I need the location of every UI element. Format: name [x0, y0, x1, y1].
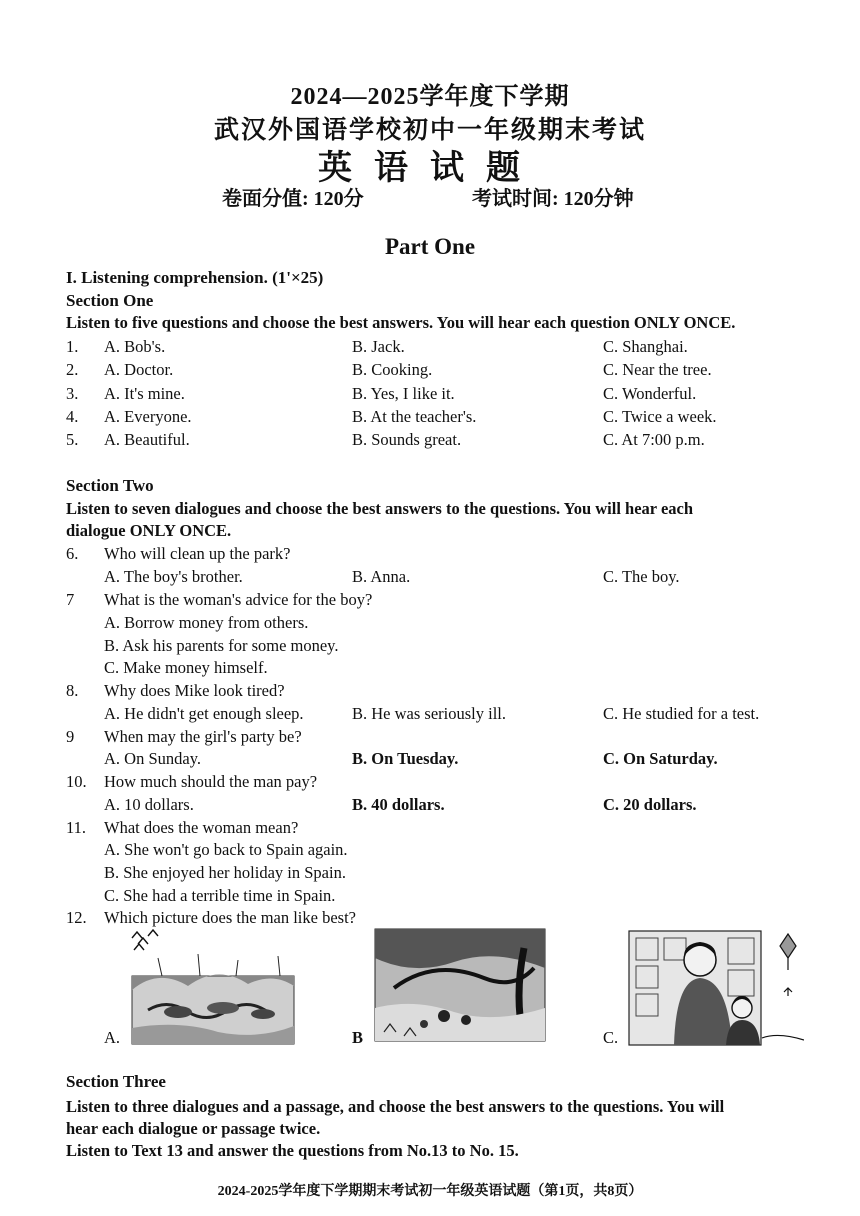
question-text: Which picture does the man like best?: [104, 908, 356, 927]
option-c: C. At 7:00 p.m.: [603, 430, 705, 449]
option-c: C. Shanghai.: [603, 337, 688, 356]
option-b: B. He was seriously ill.: [352, 704, 506, 723]
section-one-instruction: Listen to five questions and choose the best answers. You will hear each question ONLY ONCE.: [66, 313, 736, 332]
option-a: A. It's mine.: [104, 384, 185, 403]
option-c: C. Twice a week.: [603, 407, 717, 426]
picture-c-label: C.: [603, 1028, 619, 1047]
option-b: B. At the teacher's.: [352, 407, 477, 426]
question-number: 4.: [66, 407, 79, 426]
option-c: C. The boy.: [603, 567, 680, 586]
section-three-instruction-cont: hear each dialogue or passage twice.: [66, 1119, 321, 1138]
question-text: What does the woman mean?: [104, 818, 299, 837]
question-number: 7: [66, 590, 75, 609]
question-number: 5.: [66, 430, 79, 449]
option-c: C. Near the tree.: [603, 360, 712, 379]
option-a: A. Borrow money from others.: [104, 613, 309, 632]
option-a: A. Doctor.: [104, 360, 174, 379]
question-text: How much should the man pay?: [104, 772, 318, 791]
question-text: Who will clean up the park?: [104, 544, 291, 563]
option-b: B. Yes, I like it.: [352, 384, 455, 403]
exam-school-title: 武汉外国语学校初中一年级期末考试: [213, 117, 646, 144]
part-title: Part One: [384, 234, 476, 259]
question-text: What is the woman's advice for the boy?: [104, 590, 373, 609]
option-b: B. Sounds great.: [352, 430, 462, 449]
option-c: C. Make money himself.: [104, 658, 268, 677]
option-b: B. She enjoyed her holiday in Spain.: [104, 863, 346, 882]
score-label: 卷面分值: 120分: [222, 188, 364, 210]
picture-b: [374, 928, 546, 1047]
option-b: B. 40 dollars.: [352, 795, 445, 814]
exam-subject-title: 英语试题: [318, 150, 542, 187]
option-c: C. He studied for a test.: [603, 704, 760, 723]
question-number: 9: [66, 727, 75, 746]
option-a: A. On Sunday.: [104, 749, 202, 768]
option-a: A. Everyone.: [104, 407, 192, 426]
option-c: C. She had a terrible time in Spain.: [104, 886, 336, 905]
question-text: Why does Mike look tired?: [104, 681, 285, 700]
question-number: 10.: [66, 772, 87, 791]
option-b: B. Ask his parents for some money.: [104, 636, 339, 655]
option-a: A. The boy's brother.: [104, 567, 243, 586]
section-three-instruction: Listen to three dialogues and a passage, and choose the best answers to the questions. You will: [66, 1097, 725, 1116]
option-a: A. He didn't get enough sleep.: [104, 704, 304, 723]
option-a: A. She won't go back to Spain again.: [104, 840, 348, 859]
listening-heading: I. Listening comprehension. (1'×25): [66, 268, 324, 287]
option-b: B. Jack.: [352, 337, 405, 356]
section-two-instruction: Listen to seven dialogues and choose the best answers to the questions. You will hear each: [66, 499, 694, 518]
option-c: C. Wonderful.: [603, 384, 697, 403]
picture-a: [128, 928, 298, 1053]
section-three-heading: Section Three: [66, 1072, 166, 1091]
time-label: 考试时间: 120分钟: [472, 188, 634, 210]
picture-b-label: B: [352, 1028, 364, 1047]
option-b: B. Anna.: [352, 567, 411, 586]
question-number: 6.: [66, 544, 79, 563]
option-c: C. 20 dollars.: [603, 795, 697, 814]
option-a: A. Beautiful.: [104, 430, 190, 449]
exam-year-term: 2024—2025学年度下学期: [290, 84, 570, 110]
section-two-instruction-cont: dialogue ONLY ONCE.: [66, 521, 232, 540]
question-number: 2.: [66, 360, 79, 379]
option-a: A. 10 dollars.: [104, 795, 194, 814]
option-c: C. On Saturday.: [603, 749, 718, 768]
option-b: B. On Tuesday.: [352, 749, 459, 768]
text13-instruction: Listen to Text 13 and answer the questions from No.13 to No. 15.: [66, 1141, 519, 1160]
question-number: 3.: [66, 384, 79, 403]
question-number: 12.: [66, 908, 87, 927]
option-a: A. Bob's.: [104, 337, 166, 356]
question-number: 1.: [66, 337, 79, 356]
question-number: 11.: [66, 818, 87, 837]
picture-c: [628, 930, 804, 1051]
question-text: When may the girl's party be?: [104, 727, 302, 746]
page-footer: 2024-2025学年度下学期期末考试初一年级英语试题（第1页，共8页）: [217, 1184, 643, 1199]
section-one-heading: Section One: [66, 291, 154, 310]
picture-a-label: A.: [104, 1028, 121, 1047]
question-number: 8.: [66, 681, 79, 700]
section-two-heading: Section Two: [66, 476, 154, 495]
option-b: B. Cooking.: [352, 360, 433, 379]
